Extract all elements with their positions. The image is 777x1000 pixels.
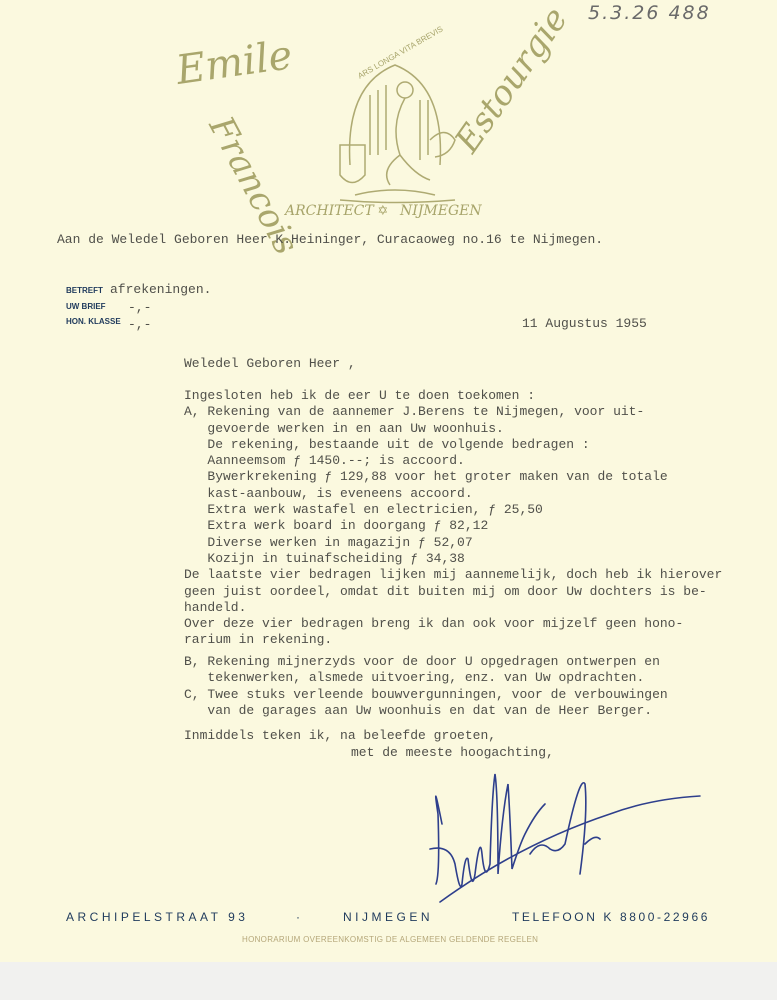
uw-brief-label: UW BRIEF — [66, 302, 106, 311]
archive-number: 5.3.26 488 — [588, 2, 711, 24]
star-icon: ✡ — [378, 202, 388, 220]
body-line: A, Rekening van de aannemer J.Berens te Nijmegen, voor uit- — [184, 404, 645, 420]
body-line: gevoerde werken in en aan Uw woonhuis. — [184, 420, 504, 436]
muse-emblem-icon — [320, 45, 470, 205]
uw-brief-value: -,- — [128, 300, 152, 315]
letterhead-name-first: Emile — [173, 32, 296, 94]
body-line: van de garages aan Uw woonhuis en dat van de Heer Berger. — [184, 702, 653, 718]
hon-klasse-label: HON. KLASSE — [66, 317, 121, 326]
body-line: Aanneemsom ƒ 1450.--; is accoord. — [184, 453, 465, 469]
letter-body — [184, 388, 722, 649]
salutation: Weledel Geboren Heer , — [184, 356, 356, 371]
signature — [420, 764, 720, 904]
letterhead-name-middle: Francois — [200, 110, 307, 262]
body-line: handeld. — [184, 599, 247, 615]
body-line: Bywerkrekening ƒ 129,88 voor het groter maken van de totale — [184, 469, 668, 485]
body-line: kast-aanbouw, is eveneens accoord. — [184, 485, 473, 501]
body-line: Extra werk board in doorgang ƒ 82,12 — [184, 518, 489, 534]
letterhead-name-last: Estourgie — [447, 0, 576, 161]
body-line: De rekening, bestaande uit de volgende bedragen : — [184, 436, 590, 452]
body-line: De laatste vier bedragen lijken mij aannemelijk, doch heb ik hierover — [184, 567, 723, 583]
recipient-address: Aan de Weledel Geboren Heer K.Heininger, Curacaoweg no.16 te Nijmegen. — [57, 232, 604, 247]
betreft-label: BETREFT — [66, 286, 103, 295]
letter-body-2 — [184, 654, 668, 719]
scan-margin — [0, 962, 777, 1000]
footer-city: NIJMEGEN — [343, 910, 434, 924]
body-line: Ingesloten heb ik de eer U te doen toekomen : — [184, 388, 536, 403]
body-line: C, Twee stuks verleende bouwvergunningen, voor de verbouwingen — [184, 686, 668, 702]
closing-line-2: met de meeste hoogachting, — [351, 745, 554, 760]
body-line: B, Rekening mijnerzyds voor de door U opgedragen ontwerpen en — [184, 654, 660, 669]
body-line: tekenwerken, alsmede uitvoering, enz. van Uw opdrachten. — [184, 670, 645, 686]
footer-phone: TELEFOON K 8800-22966 — [512, 910, 711, 924]
letterhead-profession: ARCHITECT — [285, 203, 374, 219]
body-line: Kozijn in tuinafscheiding ƒ 34,38 — [184, 550, 465, 566]
footer-street: ARCHIPELSTRAAT 93 — [66, 910, 249, 924]
letter-date: 11 Augustus 1955 — [522, 316, 647, 331]
body-line: Diverse werken in magazijn ƒ 52,07 — [184, 534, 473, 550]
body-line: rarium in rekening. — [184, 632, 333, 648]
footer-separator: · — [296, 910, 304, 924]
body-line: geen juist oordeel, omdat dit buiten mij om door Uw dochters is be- — [184, 583, 707, 599]
body-line: Over deze vier bedragen breng ik dan ook voor mijzelf geen hono- — [184, 616, 684, 632]
letterhead-motto: ARS LONGA VITA BREVIS — [356, 24, 445, 81]
footer-note: HONORARIUM OVEREENKOMSTIG DE ALGEMEEN GELDENDE REGELEN — [242, 935, 539, 944]
betreft-value: afrekeningen. — [110, 282, 212, 297]
hon-klasse-value: -,- — [128, 317, 152, 332]
body-line: Extra werk wastafel en electricien, ƒ 25,50 — [184, 502, 543, 518]
closing-line-1: Inmiddels teken ik, na beleefde groeten, — [184, 728, 497, 743]
letterhead-city: NIJMEGEN — [400, 203, 482, 219]
